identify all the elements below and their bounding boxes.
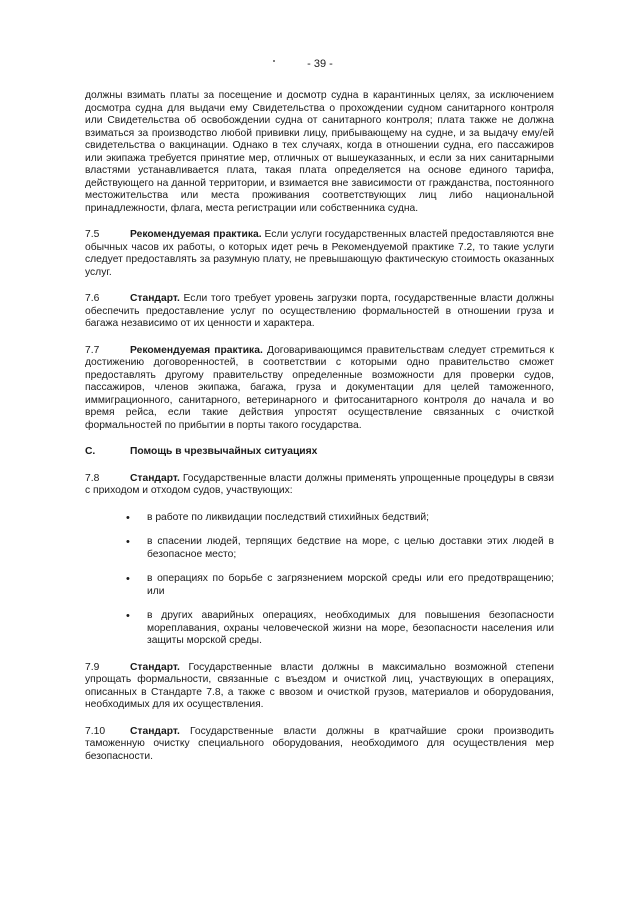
paragraph-text: Если услуги государственных властей предоставляются вне обычных часов их работы, о которых идет речь в Рекомендуемой практике 7.2, то такие услуги следует предоставлять за разумную плату, не превышающую фактическую стоимость оказанных услуг. [85, 229, 554, 278]
bullet-icon: • [126, 610, 130, 622]
list-item-text: в операциях по борьбе с загрязнением морской среды или его предотвращению; или [147, 573, 554, 597]
paragraph-text: Государственные власти должны в максимально возможной степени упрощать формальности, связанные с въездом и очисткой лиц, участвующих в операциях, описанных в Стандарте 7.8, а также с ввозом и очисткой грузов, материалов и оборудования, необходимых для их осуществления. [85, 661, 554, 710]
page-number: - 39 - [307, 58, 333, 70]
list-item [85, 610, 554, 648]
paragraph-label: Стандарт. [130, 725, 180, 737]
paragraph-number: 7.10 [85, 725, 106, 737]
bullet-icon: • [126, 511, 130, 524]
list-item [85, 573, 554, 598]
paragraph-label: Рекомендуемая практика. [130, 344, 263, 356]
paragraph-label: Рекомендуемая практика. [130, 229, 262, 240]
paragraph-number: 7.9 [85, 661, 100, 673]
list-item-text: в спасении людей, терпящих бедствие на море, с целью доставки этих людей в безопасное место; [147, 536, 554, 560]
bullet-icon: • [126, 536, 130, 548]
paragraph-7-6 [85, 293, 554, 331]
paragraph-label: Стандарт. [130, 293, 180, 304]
bullet-icon: • [126, 573, 130, 585]
list-item [85, 536, 554, 561]
paragraph-7-9 [85, 662, 554, 712]
list-item-text: в работе по ликвидации последствий стихийных бедствий; [147, 511, 430, 523]
paragraph-7-5 [85, 229, 554, 279]
paragraph-number: 7.6 [85, 293, 100, 304]
paragraph-number: 7.5 [85, 229, 100, 240]
bullet-list [85, 512, 554, 648]
paragraph-7-10 [85, 726, 554, 764]
paragraph-number: 7.7 [85, 344, 100, 356]
paragraph-text: Государственные власти должны в кратчайшие сроки производить таможенную очистку специального оборудования, необходимого для осуществления мер безопасности. [85, 725, 554, 762]
document-body [85, 90, 554, 777]
paragraph-7-7 [85, 345, 554, 433]
section-letter: C. [85, 446, 96, 457]
paragraph-label: Стандарт. [130, 661, 180, 673]
scan-speck [273, 60, 275, 62]
section-title: Помощь в чрезвычайных ситуациях [130, 446, 318, 457]
paragraph-number: 7.8 [85, 472, 100, 484]
list-item-text: в других аварийных операциях, необходимых для повышения безопасности мореплавания, охраны человеческой жизни на море, безопасности населения или защиты морской среды. [147, 610, 554, 646]
paragraph-7-8 [85, 473, 554, 498]
section-heading [85, 446, 554, 459]
paragraph-text: Государственные власти должны применять упрощенные процедуры в связи с приходом и отходом судов, участвующих: [85, 472, 554, 496]
intro-paragraph: должны взимать платы за посещение и досмотр судна в карантинных целях, за исключением досмотра судна для выдачи ему Свидетельства о прохождении судном санитарного контроля или Свидетельства об освобождении судна от санитарного контроля; плата также не должна взиматься за производство любой прививки лицу, прибывающему на судне, и за выдачу ему/ей свидетельства о вакцинации. Однако в тех случаях, когда в отношении судна, его пассажиров или экипажа требуется принятие мер, отличных от вышеуказанных, и если за них санитарными властями устанавливается плата, такая плата определяется на основе единого тарифа, действующего на данной территории, и взимается вне зависимости от гражданства, постоянного местожительства или места проживания соответствующих лиц либо национальной принадлежности, флага, места регистрации или собственника судна. [85, 90, 554, 214]
paragraph-text: Договаривающимся правительствам следует стремиться к достижению договоренностей, в соответствии с которыми одно правительство сможет предоставлять другому правительству определенные возможности для проверки судов, пассажиров, членов экипажа, багажа, груза и документации для целей таможенного, иммиграционного, санитарного, ветеринарного и фитосанитарного контроля до начала и во время рейса, если такие действия упростят осуществление связанных с очисткой формальностей по прибытии в порты такого государства. [85, 344, 554, 431]
paragraph-label: Стандарт. [130, 472, 180, 484]
paragraph-text: Если того требует уровень загрузки порта, государственные власти должны обеспечить предоставление услуг по осуществлению формальностей в отношении груза и багажа независимо от их ценности и характера. [85, 293, 554, 329]
list-item [85, 512, 554, 525]
